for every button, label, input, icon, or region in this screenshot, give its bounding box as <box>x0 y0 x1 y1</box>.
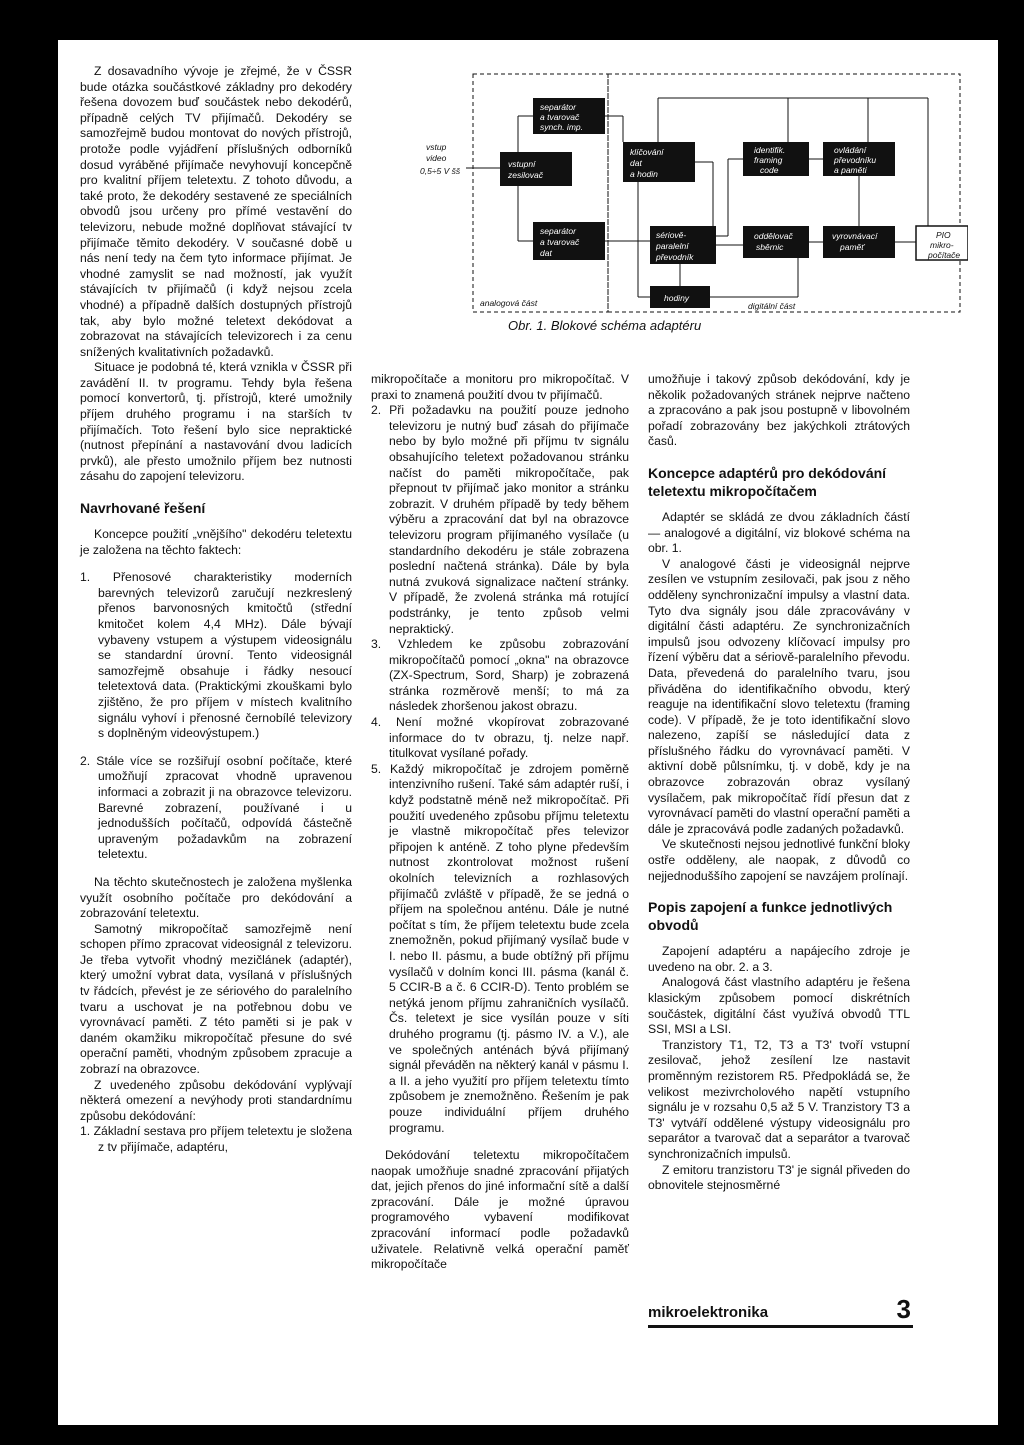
column-2 <box>371 372 629 1273</box>
svg-text:a paměti: a paměti <box>834 165 867 175</box>
paragraph: mikropočítače a monitoru pro mikropočítač. V praxi to znamená použití dvou tv přijímačů. <box>371 372 629 402</box>
block-bus-separator <box>743 226 809 258</box>
list-item: 4. Není možné vkopírovat zobrazované informace do tv obrazu, tj. nelze např. titulkovat vysílané pořady. <box>371 715 629 761</box>
block-sync-separator <box>533 98 605 134</box>
paragraph: Analogová část vlastního adaptéru je řešena klasickým způsobem pomocí diskrétních součástek, digitální část využívá obvodů TTL SSI, MSI a LSI. <box>648 975 910 1037</box>
input-label-3: 0,5÷5 V šš <box>420 166 461 176</box>
svg-text:a tvarovač: a tvarovač <box>540 112 580 122</box>
svg-text:vstupní: vstupní <box>508 159 536 169</box>
svg-text:synch. imp.: synch. imp. <box>540 122 583 132</box>
svg-text:oddělovač: oddělovač <box>754 231 793 241</box>
svg-text:převodníku: převodníku <box>834 155 877 165</box>
svg-text:paměť: paměť <box>840 242 865 252</box>
svg-text:převodník: převodník <box>656 252 694 262</box>
journal-name: mikroelektronika <box>648 1304 769 1321</box>
input-label-1: vstup <box>426 142 447 152</box>
paragraph: Situace je podobná té, která vznikla v ČSSR při zavádění II. tv programu. Tehdy byla řešena pomocí konvertorů, tj. přístrojů, které umožnily příjem druhého programu i na starších tv přijímačích. Toto řešení bylo sice nepraktické (nutnost přepínání a nastavování dvou ladicích prvků), ale přesto umožnilo příjem bez nutnosti zásahu do zapojení televizoru. <box>80 360 352 484</box>
list-item: 3. Vzhledem ke způsobu zobrazování mikropočítačů pomocí „okna" na obrazovce (ZX-Spectrum, Sord, Sharp) je zobrazená stránka rozměrově menší; to má za následek zhoršenou jakost obrazu. <box>371 637 629 714</box>
column-1 <box>80 64 352 1156</box>
paragraph: Koncepce použití „vnějšího" dekodéru teletextu je založena na těchto faktech: <box>80 527 352 557</box>
section-heading: Koncepce adaptérů pro dekódování teletextu mikropočítačem <box>648 464 887 499</box>
block-diagram <box>368 58 968 318</box>
svg-text:code: code <box>760 165 779 175</box>
block-framing-code <box>743 142 809 176</box>
svg-text:klíčování: klíčování <box>630 147 664 157</box>
svg-text:separátor: separátor <box>540 226 576 236</box>
block-data-keying <box>623 142 695 182</box>
section-heading: Popis zapojení a funkce jednotlivých obvodů <box>648 899 893 934</box>
paragraph: Samotný mikropočítač samozřejmě není schopen přímo zpracovat videosignál z televizoru. Je třeba vytvořit vhodný mezičlánek (adaptér), který umožní vybrat data, vysílaná v příslušných tv řádcích, převést je ze sériového do paralelního tvaru a uschovat je na potřebnou dobu ve vyrovnávací paměti. Z této paměti si je pak v daném okamžiku mikropočítač přesune do své operační paměti, vhodným způsobem zpracuje a zobrazí na obrazovce. <box>80 921 352 1077</box>
paragraph: Z uvedeného způsobu dekódování vyplývají některá omezení a nevýhody proti standardnímu způsobu dekódování: <box>80 1077 352 1123</box>
svg-text:a tvarovač: a tvarovač <box>540 237 580 247</box>
paragraph: Z emitoru tranzistoru T3' je signál přiveden do obnovitele stejnosměrné <box>648 1162 910 1193</box>
svg-text:sběrnic: sběrnic <box>756 242 784 252</box>
paragraph: Dekódování teletextu mikropočítačem naopak umožňuje snadné zpracování přijatých dat, jejich přenos do jiné informační sítě a další zpracování. Dále je možné úpravou programového vybavení modifikovat zpracování informací podle požadavků uživatele. Relativně velká operační paměť mikropočítače <box>371 1148 629 1272</box>
svg-text:separátor: separátor <box>540 102 576 112</box>
list-item: 1. Základní sestava pro příjem teletextu je složena z tv přijímače, adaptéru, <box>80 1124 352 1154</box>
paragraph: Na těchto skutečnostech je založena myšlenka využít osobního počítače pro dekódování a zobrazování teletextu. <box>80 874 352 921</box>
svg-text:zesilovač: zesilovač <box>508 170 543 180</box>
paragraph: umožňuje i takový způsob dekódování, kdy je několik požadovaných stránek nejprve načteno a zpracováno a pak jsou postupně v libovolném pořadí zobrazovány bez jakýchkoli ztrátových časů. <box>648 372 910 449</box>
svg-text:hodiny: hodiny <box>664 293 690 303</box>
list-item: 1. Přenosové charakteristiky moderních barevných televizorů zaručují nezkreslený přenos barvonosných kmitočtů (střední kmitočet kolem 4,4 MHz). Dále bývají vybaveny vstupem a výstupem videosignálu se standardní úrovní. Tento videosignál samozřejmě obsahuje i řádky nesoucí teletextová data. (Praktickými zkouškami bylo zjištěno, že pro příjem v místech kvalitního signálu vyhoví i přenosné černobílé televizory s doplněným videovýstupem.) <box>80 570 352 741</box>
block-serial-parallel <box>650 226 716 264</box>
block-clock <box>650 286 710 308</box>
page-number: 3 <box>896 1294 911 1324</box>
svg-text:identifik.: identifik. <box>754 145 786 155</box>
block-control <box>823 142 895 176</box>
svg-text:vyrovnávací: vyrovnávací <box>832 231 878 241</box>
svg-text:paralelní: paralelní <box>656 241 689 251</box>
paragraph: Zapojení adaptéru a napájecího zdroje je uvedeno na obr. 2. a 3. <box>648 944 910 974</box>
svg-text:počítače: počítače <box>928 250 961 260</box>
svg-text:mikro-: mikro- <box>930 240 954 250</box>
svg-text:PIO: PIO <box>936 230 951 240</box>
block-data-separator <box>533 222 605 260</box>
paragraph: Adaptér se skládá ze dvou základních částí — analogové a digitální, viz blokové schéma na obr. 1. <box>648 509 910 556</box>
svg-text:sériově-: sériově- <box>656 230 687 240</box>
list-item: 2. Stále více se rozšiřují osobní počítače, které umožňují zpracovat vhodně upravenou informaci a zobrazit ji na obrazovce televizoru. Barevné zobrazení, používané i u jednodušších počítačů, odpovídá částečně upraveným požadavkům na zobrazení teletextu. <box>80 753 352 862</box>
figure-caption: Obr. 1. Blokové schéma adaptéru <box>508 318 702 333</box>
block-input-amplifier <box>500 152 572 186</box>
block-buffer-memory <box>823 226 895 258</box>
svg-text:framing: framing <box>754 155 783 165</box>
svg-text:ovládání: ovládání <box>834 145 867 155</box>
list-item: 5. Každý mikropočítač je zdrojem poměrně intenzivního rušení. Také sám adaptér ruší, i když podstatně méně než mikropočítač. Při použití uvedeného způsobu příjmu teletextu je vlastně mikropočítač přes televizor připojen k anténě. Z toho plyne především nutnost zkontrolovat možnost rušení okolních televizních a rozhlasových přijímačů zvláště v případě, že se jedná o příjem na společnou anténu. Dále je nutné počítat s tím, že příjem teletextu bude zcela znemožněn, pokud přijímaný vysílač bude v I. nebo II. pásmu, a bude obtížný při příjmu vysílačů v dolním konci III. pásma (kanál č. 5 CCIR-B a č. 6 CCIR-D). Tento problém se netýká jenom příjmu zahraničních vysílačů. Čs. teletext je sice vysílán pouze v síti druhého programu (tj. pásmo IV. a V.), ale ve společných anténách bývá přijímaný signál převáděn na některý kanál v pásmu I. a II. a jeho využití pro příjem teletextu tímto způsobem je znemožněno. Řešením je pak pouze individuální příjem druhého programu. <box>371 761 629 1135</box>
paragraph: Z dosavadního vývoje je zřejmé, že v ČSSR bude otázka součástkové základny pro dekodéry řešena dovozem buď součástek nebo dekodérů, případně celých TV přijímačů. Dekodéry se samozřejmě budou montovat do nových přístrojů, protože podle vyjádření příslušných odborníků dosud vyráběné přijímače nevyhovují koncepčně pro kvalitní příjem teletextu. Z tohoto důvodu, a také proto, že dekodéry sestavené ze speciálních obvodů jsou určeny pro přímé vestavění do televizoru, nebude možné doplňovat stávající tv přijímače těmito dekodéry. V současné době u nás není tedy na čem tyto informace přijímat. Je vhodné zamyslit se nad možností, jak využít stávajících tv přijímačů (i když nejsou zcela vhodné) a případně dalších dostupných přístrojů tak, aby bylo možné teletext dekódovat a zobrazovat na stávajících televizorech i za cenu snížených kvalitativních požadavků. <box>80 64 352 359</box>
input-label-2: video <box>426 153 447 163</box>
block-pio <box>916 226 968 260</box>
label-digital-part: digitální část <box>748 301 796 311</box>
page-footer <box>648 1295 913 1328</box>
section-heading: Navrhované řešení <box>80 500 206 517</box>
page <box>58 40 998 1425</box>
list-item: 2. Při požadavku na použití pouze jednoho televizoru je nutný buď zásah do přijímače nebo by bylo možné při příjmu tv signálu obsahujícího teletext požadovanou stránku načíst do paměti mikropočítače, pak přepnout tv přijímač jako monitor a stránku zobrazit. V druhém případě by tedy během výběru a zpracování dat byl na obrazovce televizoru program přijímaného vysílače (u standardního dekodéru je stále zobrazena poslední načtená stránka). Dále by byla nutná zvuková signalizace načtení stránky. V případě, že zvolená stránka má rotující podstránky, je tento způsob velmi nepraktický. <box>371 403 629 636</box>
paragraph: Ve skutečnosti nejsou jednotlivé funkční bloky ostře odděleny, ale naopak, z důvodů co nejjednoduššího zapojení se navzájem prolínají. <box>648 837 910 883</box>
paragraph: V analogové části je videosignál nejprve zesílen ve vstupním zesilovači, pak jsou z něho odděleny synchronizační impulsy a vlastní data. Tyto dva signály jsou dále zpracovávány v digitální části adaptéru. Ze synchronizačních impulsů jsou odvozeny klíčovací impulsy pro řízení výběru dat a sériově-paralelního převodu. Data, převedená do paralelního tvaru, jsou přiváděna do identifikačního obvodu, který reaguje na identifikační slovo teletextu (framing code). V případě, že je toto identifikační slovo nalezeno, zapíší se následující data z příslušného řádku do vyrovnávací paměti. V aktivní době půlsnímku, tj. v době, kdy je na obrazovce zobrazován obraz vysílaný vysílačem, pak mikropočítač řídí přesun dat z vyrovnávací paměti do vlastní operační paměti a dále je zpracovává podle zadaných požadavků. <box>648 556 910 836</box>
paragraph: Tranzistory T1, T2, T3 a T3' tvoří vstupní zesilovač, jehož zesílení lze nastavit proměnným rezistorem R5. Předpokládá se, že velikost mezivrcholového napětí vstupního signálu je v rozsahu 0,5 až 5 V. Tranzistory T3 a T3' vytváří oddělené výstupy videosignálu pro separátor a tvarovač dat a separátor a tvarovač synchronizačních impulsů. <box>648 1037 910 1161</box>
column-3 <box>648 372 910 1194</box>
svg-text:dat: dat <box>540 248 552 258</box>
svg-text:dat: dat <box>630 158 642 168</box>
svg-text:a hodin: a hodin <box>630 169 658 179</box>
label-analog-part: analogová část <box>480 298 538 308</box>
